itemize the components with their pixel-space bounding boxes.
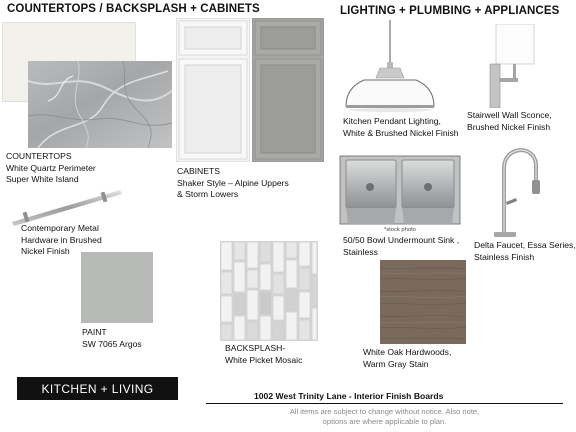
faucet-image bbox=[486, 142, 546, 238]
board-title: 1002 West Trinity Lane - Interior Finish Boards bbox=[254, 391, 444, 401]
stock-photo-note: *stock photo bbox=[384, 227, 416, 233]
hardware-label: Contemporary Metal Hardware in Brushed Nickel Finish bbox=[21, 223, 102, 256]
alpine-upper-cabinet-door bbox=[176, 18, 250, 162]
disclaimer: All items are subject to change without notice. Also note, options are where applicable to plan. bbox=[289, 407, 480, 426]
sconce-label: Stairwell Wall Sconce, Brushed Nickel Finish bbox=[467, 110, 552, 132]
footer-divider bbox=[206, 403, 563, 404]
section-title-bar: KITCHEN + LIVING bbox=[17, 377, 178, 400]
countertops-label: COUNTERTOPS White Quartz Perimeter Super White Island bbox=[6, 151, 96, 184]
faucet-label: Delta Faucet, Essa Series, Stainless Finish bbox=[474, 240, 576, 262]
backsplash-mosaic-swatch bbox=[220, 241, 318, 341]
sink-label: 50/50 Bowl Undermount Sink , Stainless bbox=[343, 235, 460, 257]
flooring-swatch bbox=[380, 260, 466, 344]
flooring-label: White Oak Hardwoods, Warm Gray Stain bbox=[363, 347, 452, 369]
wall-sconce-image bbox=[486, 24, 538, 108]
sink-image bbox=[338, 154, 462, 226]
section-header-lighting: LIGHTING + PLUMBING + APPLIANCES bbox=[340, 5, 560, 17]
paint-label: PAINT SW 7065 Argos bbox=[82, 327, 142, 349]
pendant-label: Kitchen Pendant Lighting, White & Brushed Nickel Finish bbox=[343, 116, 459, 138]
storm-lower-cabinet-door bbox=[252, 18, 324, 162]
backsplash-label: BACKSPLASH- White Picket Mosaic bbox=[225, 343, 303, 365]
super-white-marble-swatch bbox=[28, 61, 172, 148]
section-header-countertops: COUNTERTOPS / BACKSPLASH + CABINETS bbox=[7, 3, 260, 15]
paint-swatch bbox=[81, 252, 153, 323]
cabinets-label: CABINETS Shaker Style – Alpine Uppers & Storm Lowers bbox=[177, 166, 289, 199]
pendant-light-image bbox=[344, 20, 436, 114]
hardware-pull-image bbox=[6, 186, 126, 226]
